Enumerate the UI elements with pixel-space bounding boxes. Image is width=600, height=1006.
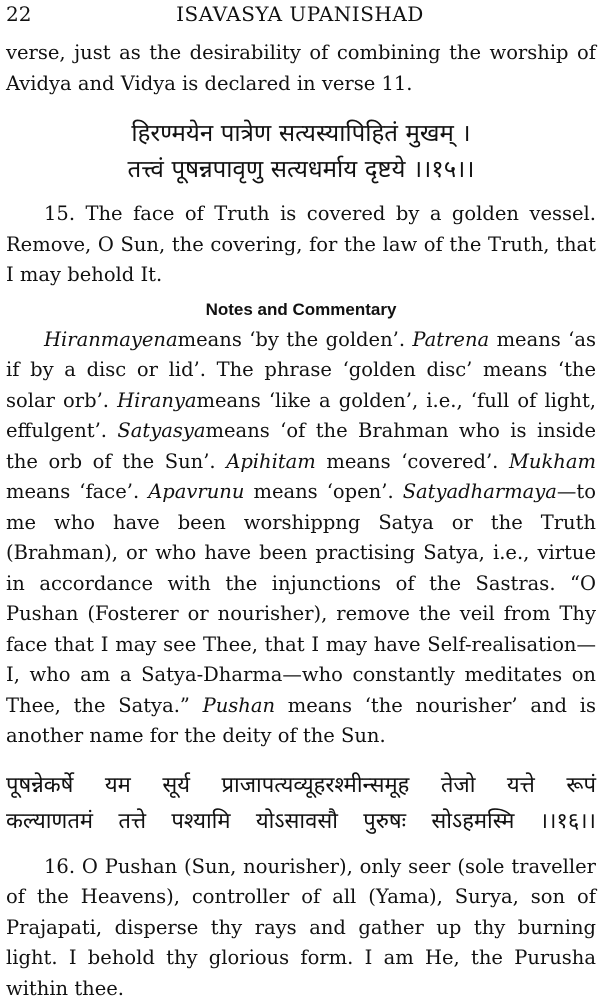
notes-text: means ‘like a golden’, i.e., ‘full of light, effulgent’.: [6, 388, 596, 442]
term-hiranya: Hiranya: [117, 388, 197, 412]
notes-text: means ‘open’.: [244, 480, 403, 503]
notes-text: means ‘by the golden’.: [177, 327, 413, 351]
running-header: [0, 2, 600, 30]
term-patrena: Patrena: [412, 327, 490, 351]
term-apavrunu: Apavrunu: [148, 480, 245, 503]
intro-paragraph: verse, just as the desirability of combining the worship of Avidya and Vidya is declared in verse 11.: [6, 41, 596, 95]
term-satyadharmaya: Satyadharmaya: [402, 480, 557, 503]
term-satyasya: Satyasya: [117, 419, 206, 442]
page-body: [6, 38, 596, 1004]
notes-text: means ‘of the Brahman who is inside the orb of the Sun’.: [6, 419, 597, 473]
verse-16-sanskrit-line-1: पूषन्नेकर्षे यम सूर्य प्राजापत्यव्यूहरश्मीन्समूह तेजो यत्ते रूपं: [6, 772, 596, 798]
verse-16-translation: 16. O Pushan (Sun, nourisher), only seer (sole traveller of the Heavens), controller of all (Yama), Surya, son of Prajapati, disperse thy rays and gather up thy burning light. I behold thy glorious form. I am He, the Purusha within thee.: [6, 854, 596, 1000]
notes-text: means ‘as if by a disc or lid’. The phrase ‘golden disc’ means ‘the solar orb’.: [6, 327, 596, 412]
verse-15-sanskrit-line-2: तत्त्वं पूषन्नपावृणु सत्यधर्माय दृष्टये ।।१५।।: [127, 155, 475, 183]
page-number: 22: [6, 2, 32, 26]
verse-15-sanskrit-line-1: हिरण्मयेन पात्रेण सत्यस्यापिहितं मुखम् ।: [131, 119, 471, 147]
notes-text: means ‘covered’.: [315, 449, 509, 473]
verse-15-translation: 15. The face of Truth is covered by a golden vessel. Remove, O Sun, the covering, for the law of the Truth, that I may behold It.: [6, 202, 596, 286]
notes-heading: Notes and Commentary: [205, 299, 397, 319]
notes-text: —to me who have been worshippng Satya or the Truth (Brahman), or who have been practising Satya, i.e., virtue in accordance with the injunctions of the Sastras. “O Pushan (Fosterer or nourisher), remove the veil from Thy face that I may see Thee, that I may have Self-realisation—I, who am a Satya-Dharma—who constantly meditates on Thee, the Satya.”: [6, 480, 596, 717]
term-pushan: Pushan: [202, 693, 276, 717]
term-mukham: Mukham: [508, 449, 596, 473]
running-title: ISAVASYA UPANISHAD: [176, 2, 424, 26]
notes-paragraph: [6, 325, 596, 752]
notes-text: means ‘face’.: [6, 480, 149, 503]
term-hiranmayena: Hiranmayena: [44, 327, 178, 351]
term-apihitam: Apihitam: [226, 449, 316, 473]
notes-text: means ‘the nourisher’ and is another name for the deity of the Sun.: [6, 693, 596, 747]
verse-16-sanskrit-line-2: कल्याणतमं तत्ते पश्यामि योऽसावसौ पुरुषः सोऽहमस्मि ।।१६।।: [6, 808, 596, 834]
